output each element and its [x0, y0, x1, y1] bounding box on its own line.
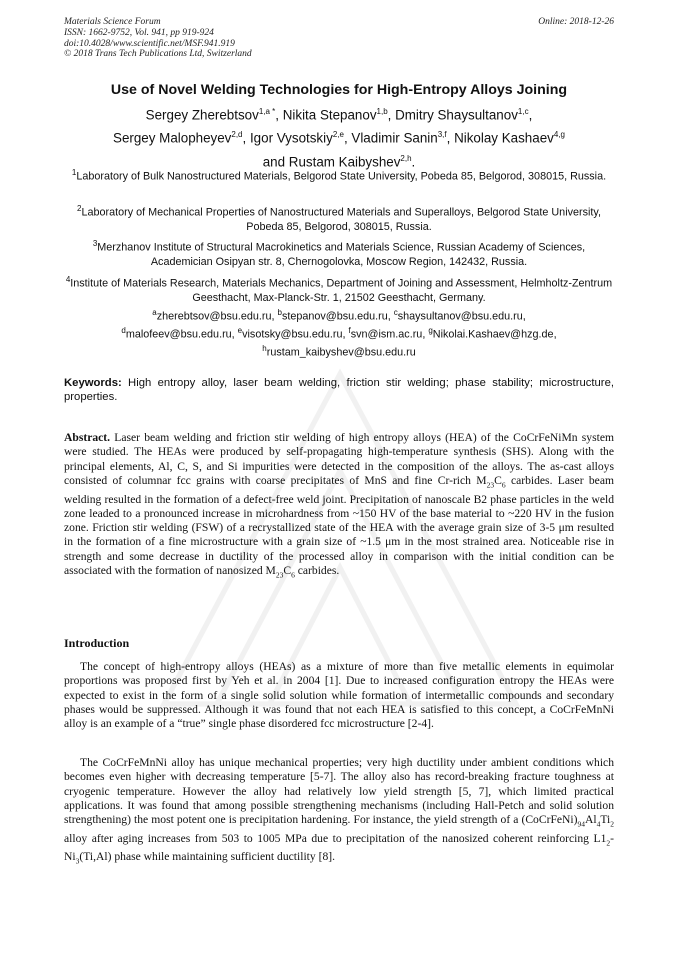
author-name: Rustam Kaibyshev: [288, 154, 401, 170]
email-link[interactable]: zherebtsov@bsu.edu.ru: [156, 310, 272, 323]
journal-header: [64, 17, 252, 60]
affiliation: $^3$Merzhanov Institute of Structural Macrokinetics and Materials Science, Russian Academy of Sciences, Academician Osipyan str. 8, Chernogolovka, Moscow Region, 142432, Russia.: [92, 239, 586, 268]
journal-issn: ISSN: 1662-9752, Vol. 941, pp 919-924: [64, 27, 214, 38]
keywords: [64, 376, 614, 405]
journal-copyright: © 2018 Trans Tech Publications Ltd, Switzerland: [64, 49, 252, 60]
affiliation: $^4$Institute of Materials Research, Materials Mechanics, Department of Joining and Assessment, Helmholtz-Zentrum Geesthacht, Max-Planck-Str. 1, 21502 Geesthacht, Germany.: [65, 275, 613, 304]
author-sup: 4,g: [553, 130, 565, 140]
keywords-label: Keywords:: [64, 377, 122, 389]
abstract: Abstract. Laser beam welding and friction stir welding of high entropy alloys (HEA) of the CoCrFeNiMn system were studied. The HEAs were produced by self-propagating high-temperature synthesis (SHS). Along with the principal elements, Al, C, S, and Si impurities were detected in the composition of the alloys. The as-cast alloys consisted of columnar fcc grains with coarse precipitates of MnS and fine Cr-rich $M_{23}C_6$ carbides. Laser beam welding resulted in the formation of a defect-free weld joint. Precipitation of nanoscale B2 phase particles in the weld zone leaded to a pronounced increase in microhardness from ~150 HV of the base material to ~220 HV in the fusion zone. Friction stir welding (FSW) of a recrystallized state of the HEA with the average grain size of 3-5 μm resulted in the formation of a fine microstructure with a grain size of ~1.5 μm in the most strained area. Noticeable rise in strength and some decrease in ductility of the processed alloy in comparison with the initial condition can be associated with the formation of nanosized $M_{23}C_6$ carbides.: [64, 431, 614, 580]
email-link[interactable]: rustam_kaibyshev@bsu.edu.ru: [266, 346, 416, 359]
author-name: Vladimir Sanin: [351, 130, 438, 146]
affiliation: $^1$Laboratory of Bulk Nanostructured Materials, Belgorod State University, Pobeda 85, Belgorod, 308015, Russia.: [71, 168, 607, 183]
author-name: Nikolay Kashaev: [454, 130, 554, 146]
author-name: Nikita Stepanov: [282, 107, 377, 123]
journal-name: Materials Science Forum: [64, 17, 161, 27]
author-list: Sergey Zherebtsov$^{1,a *}$, Nikita Stepanov$^{1,b}$, Dmitry Shaysultanov$^{1,c}$, Sergey Malopheyev$^{2,d}$, Igor Vysotskiy$^{2,e}$, Vladimir Sanin$^{3,f}$, Nikolay Kashaev$^{4,g}$ and Rustam Kaibyshev$^{2,h}$.: [113, 107, 565, 170]
affiliation: $^2$Laboratory of Mechanical Properties of Nanostructured Materials and Superalloys, Belgorod State University, Pobeda 85, Belgorod, 308015, Russia.: [77, 204, 601, 233]
author-name: Sergey Zherebtsov: [145, 107, 259, 123]
intro-paragraph-1: The concept of high-entropy alloys (HEAs) as a mixture of more than five metallic elements in equimolar proportions was proposed first by Yeh et al. in 2004 [1]. Due to increased configuration entropy the HEAs were expected to exist in the form of a single solid solution while formation of intermetallic compounds and secondary phases would be suppressed. Although it was found that not each HEA is satisfied to this concept, a CoCrFeMnNi alloy is an example of a “true” single phase disordered fcc microstructure [2-4].: [64, 660, 614, 731]
email-link[interactable]: shaysultanov@bsu.edu.ru: [397, 310, 523, 323]
author-name: Igor Vysotskiy: [249, 130, 333, 146]
email-link[interactable]: svn@ism.ac.ru: [350, 328, 423, 341]
email-link[interactable]: stepanov@bsu.edu.ru: [281, 310, 388, 323]
intro-paragraph-2: The CoCrFeMnNi alloy has unique mechanical properties; very high ductility under ambient conditions which becomes even higher with decreasing temperature [5-7]. The alloy also has record-breaking fracture toughness at cryogenic temperature. However the alloy had relatively low yield strength [5, 7], which limited practical applications. It was found that among possible strengthening mechanisms (including Hall-Petch and solid solution strengthening) the most potent one is precipitation hardening. For instance, the yield strength of a $(CoCrFeNi)_{94}Al_4Ti_2$ alloy after aging increases from 503 to 1005 MPa due to precipitation of the nanosized coherent reinforcing $L1_2-Ni_3(Ti,Al)$ phase while maintaining sufficient ductility [8].: [64, 756, 614, 866]
abstract-label: Abstract.: [64, 431, 111, 444]
email-list: $^a$zherebtsov@bsu.edu.ru, $^b$stepanov@bsu.edu.ru, $^c$shaysultanov@bsu.edu.ru, $^d$malofeev@bsu.edu.ru, $^e$visotsky@bsu.edu.ru, $^f$svn@ism.ac.ru, $^g$Nikolai.Kashaev@hzg.de, $^h$rustam_kaibyshev@bsu.edu.ru: [121, 308, 557, 359]
author-sup: 2,e: [332, 130, 344, 140]
author-sup: 1,b: [376, 107, 388, 116]
email-link[interactable]: Nikolai.Kashaev@hzg.de: [432, 328, 554, 341]
author-name: Dmitry Shaysultanov: [395, 107, 518, 123]
author-sup: 1,a *: [258, 107, 276, 116]
paper-title: Use of Novel Welding Technologies for High-Entropy Alloys Joining: [110, 82, 568, 98]
author-sup: 2,d: [231, 130, 243, 140]
author-sup: 2,h: [400, 153, 412, 163]
author-name: Sergey Malopheyev: [113, 130, 232, 146]
journal-doi[interactable]: doi:10.4028/www.scientific.net/MSF.941.919: [64, 38, 235, 49]
online-date: Online: 2018-12-26: [538, 17, 614, 27]
author-sup: 3,f: [437, 130, 447, 140]
email-link[interactable]: visotsky@bsu.edu.ru: [242, 328, 343, 341]
section-heading-introduction: Introduction: [64, 636, 130, 650]
email-link[interactable]: malofeev@bsu.edu.ru: [125, 328, 232, 341]
keywords-text: High entropy alloy, laser beam welding, friction stir welding; phase stability; microstructure, properties.: [64, 377, 614, 404]
author-sup: 1,c: [517, 107, 529, 116]
